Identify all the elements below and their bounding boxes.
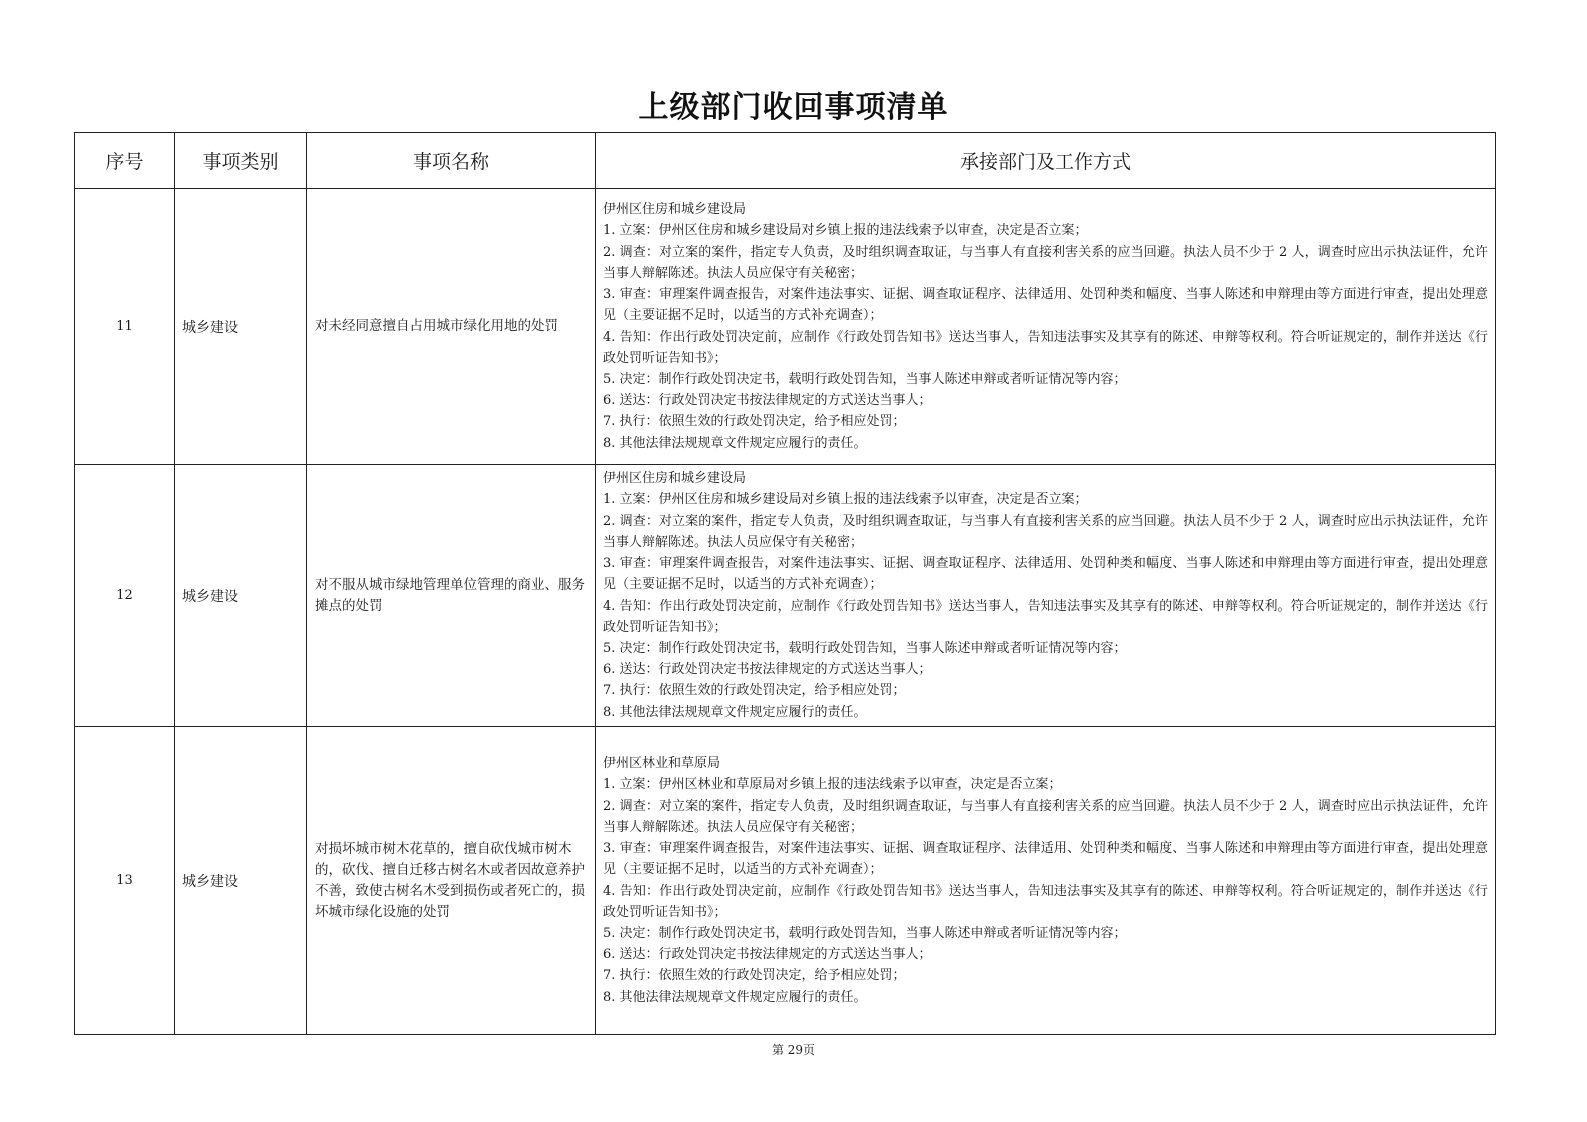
header-serial-number: 序号 <box>75 133 175 189</box>
table-row <box>75 189 1496 465</box>
step-delivery: 6. 送达：行政处罚决定书按法律规定的方式送达当事人； <box>603 662 932 678</box>
step-case-filing: 1. 立案：伊州区住房和城乡建设局对乡镇上报的违法线索予以审查，决定是否立案； <box>603 492 1088 508</box>
header-item-name: 事项名称 <box>307 133 596 189</box>
table-header-row <box>75 133 1496 189</box>
dept-name: 伊州区住房和城乡建设局 <box>603 202 747 218</box>
dept-name: 伊州区林业和草原局 <box>603 756 721 772</box>
step-investigation: 2. 调查：对立案的案件，指定专人负责，及时组织调查取证，与当事人有直接利害关系的应当回避。执法人员不少于 2 人，调查时应出示执法证件，允许当事人辩解陈述。执法人员应保守有关秘密； <box>603 244 1488 281</box>
step-review: 3. 审查：审理案件调查报告，对案件违法事实、证据、调查取证程序、法律适用、处罚种类和幅度、当事人陈述和申辩理由等方面进行审查，提出处理意见（主要证据不足时，以适当的方式补充调查）； <box>603 841 1488 878</box>
step-execution: 7. 执行：依照生效的行政处罚决定，给予相应处罚； <box>603 414 906 430</box>
header-item-category: 事项类别 <box>175 133 307 189</box>
step-case-filing: 1. 立案：伊州区林业和草原局对乡镇上报的违法线索予以审查，决定是否立案； <box>603 777 1062 793</box>
row-item-name: 对不服从城市绿地管理单位管理的商业、服务摊点的处罚 <box>307 465 596 727</box>
row-serial-number: 13 <box>75 727 175 1035</box>
step-review: 3. 审查：审理案件调查报告，对案件违法事实、证据、调查取证程序、法律适用、处罚种类和幅度、当事人陈述和申辩理由等方面进行审查，提出处理意见（主要证据不足时，以适当的方式补充调查）； <box>603 287 1488 324</box>
row-department-method <box>596 189 1496 465</box>
row-category: 城乡建设 <box>175 465 307 727</box>
page-title: 上级部门收回事项清单 <box>638 90 949 125</box>
step-delivery: 6. 送达：行政处罚决定书按法律规定的方式送达当事人； <box>603 947 932 963</box>
table-row <box>75 727 1496 1035</box>
row-serial-number: 11 <box>75 189 175 465</box>
page-number: 第 29页 <box>771 1043 816 1057</box>
header-department-method: 承接部门及工作方式 <box>596 133 1496 189</box>
step-execution: 7. 执行：依照生效的行政处罚决定，给予相应处罚； <box>603 968 906 984</box>
row-department-method <box>596 727 1496 1035</box>
step-other-duties: 8. 其他法律法规规章文件规定应履行的责任。 <box>603 704 867 720</box>
step-notification: 4. 告知：作出行政处罚决定前，应制作《行政处罚告知书》送达当事人，告知违法事实及其享有的陈述、申辩等权利。符合听证规定的，制作并送达《行政处罚听证告知书》； <box>603 883 1488 920</box>
step-execution: 7. 执行：依照生效的行政处罚决定，给予相应处罚； <box>603 683 906 699</box>
step-case-filing: 1. 立案：伊州区住房和城乡建设局对乡镇上报的违法线索予以审查，决定是否立案； <box>603 223 1088 239</box>
step-decision: 5. 决定：制作行政处罚决定书，载明行政处罚告知，当事人陈述申辩或者听证情况等内容； <box>603 925 1127 941</box>
row-item-name: 对未经同意擅自占用城市绿化用地的处罚 <box>307 189 596 465</box>
step-decision: 5. 决定：制作行政处罚决定书，载明行政处罚告知，当事人陈述申辩或者听证情况等内容； <box>603 371 1127 387</box>
step-delivery: 6. 送达：行政处罚决定书按法律规定的方式送达当事人； <box>603 393 932 409</box>
row-department-method <box>596 465 1496 727</box>
row-serial-number: 12 <box>75 465 175 727</box>
row-category: 城乡建设 <box>175 727 307 1035</box>
step-investigation: 2. 调查：对立案的案件，指定专人负责，及时组织调查取证，与当事人有直接利害关系的应当回避。执法人员不少于 2 人，调查时应出示执法证件，允许当事人辩解陈述。执法人员应保守有关秘密； <box>603 513 1488 550</box>
step-notification: 4. 告知：作出行政处罚决定前，应制作《行政处罚告知书》送达当事人，告知违法事实及其享有的陈述、申辩等权利。符合听证规定的，制作并送达《行政处罚听证告知书》； <box>603 598 1488 635</box>
step-investigation: 2. 调查：对立案的案件，指定专人负责，及时组织调查取证，与当事人有直接利害关系的应当回避。执法人员不少于 2 人，调查时应出示执法证件，允许当事人辩解陈述。执法人员应保守有关秘密； <box>603 798 1488 835</box>
step-notification: 4. 告知：作出行政处罚决定前，应制作《行政处罚告知书》送达当事人，告知违法事实及其享有的陈述、申辩等权利。符合听证规定的，制作并送达《行政处罚听证告知书》； <box>603 329 1488 366</box>
items-table <box>74 132 1496 1035</box>
row-category: 城乡建设 <box>175 189 307 465</box>
row-item-name: 对损坏城市树木花草的，擅自砍伐城市树木的，砍伐、擅自迁移古树名木或者因故意养护不善，致使古树名木受到损伤或者死亡的，损坏城市绿化设施的处罚 <box>307 727 596 1035</box>
step-decision: 5. 决定：制作行政处罚决定书，载明行政处罚告知，当事人陈述申辩或者听证情况等内容； <box>603 640 1127 656</box>
step-other-duties: 8. 其他法律法规规章文件规定应履行的责任。 <box>603 989 867 1005</box>
table-row <box>75 465 1496 727</box>
dept-name: 伊州区住房和城乡建设局 <box>603 471 747 487</box>
step-review: 3. 审查：审理案件调查报告，对案件违法事实、证据、调查取证程序、法律适用、处罚种类和幅度、当事人陈述和申辩理由等方面进行审查，提出处理意见（主要证据不足时，以适当的方式补充调查）； <box>603 556 1488 593</box>
step-other-duties: 8. 其他法律法规规章文件规定应履行的责任。 <box>603 435 867 451</box>
